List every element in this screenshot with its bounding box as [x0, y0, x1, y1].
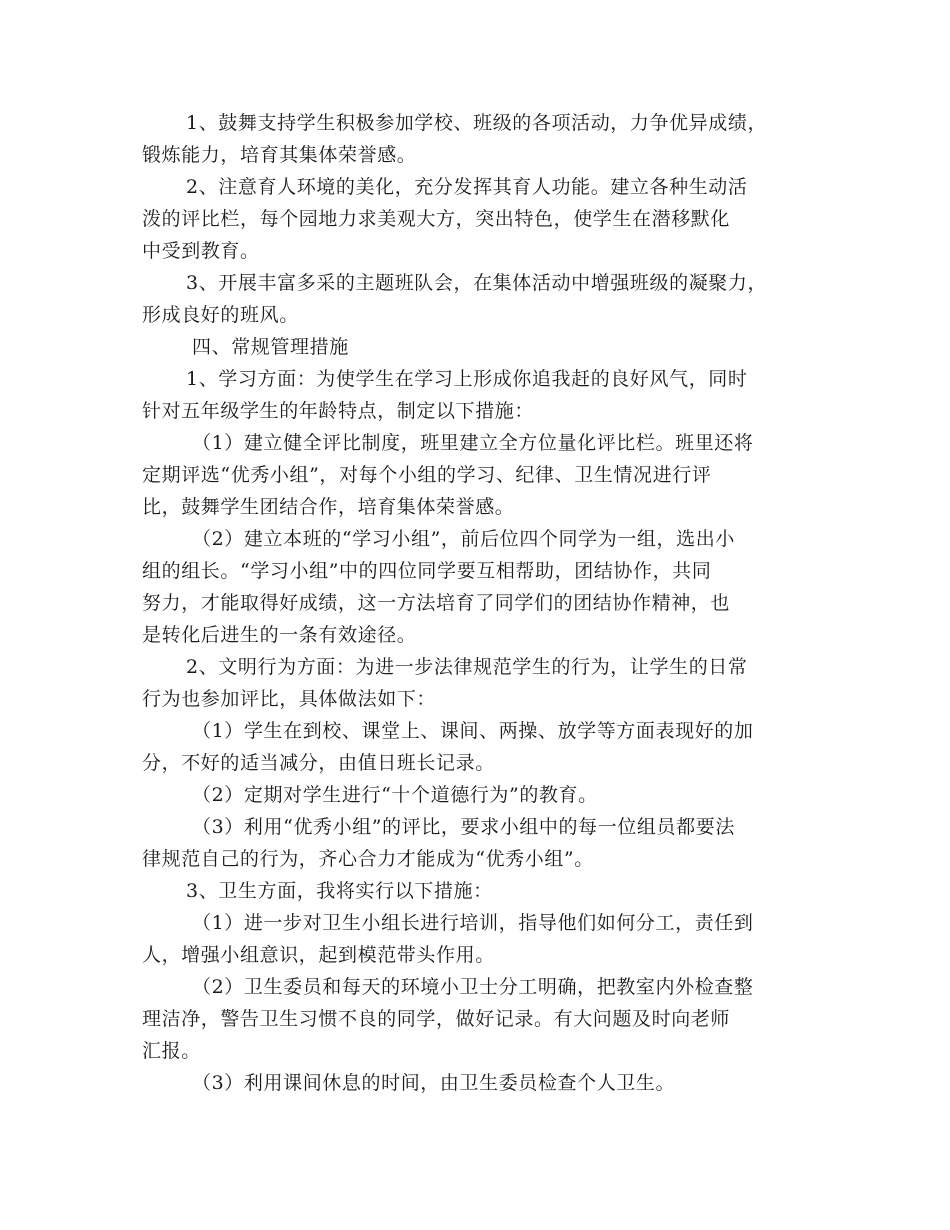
text-line: （2）定期对学生进行“十个道德行为”的教育。 [192, 784, 598, 806]
text-line: （2）卫生委员和每天的环境小卫士分工明确，把教室内外检查整 [192, 976, 754, 998]
text-line: 锻炼能力，培育其集体荣誉感。 [142, 144, 417, 166]
text-line: 2、注意育人环境的美化，充分发挥其育人功能。建立各种生动活 [186, 176, 748, 198]
paragraph [142, 875, 822, 907]
paragraph [142, 1067, 822, 1099]
paragraph [142, 427, 822, 523]
text-line: 中受到教育。 [142, 240, 260, 262]
text-line: 四、常规管理措施 [192, 336, 349, 358]
paragraph [142, 715, 822, 779]
text-line: 1、学习方面：为使学生在学习上形成你追我赶的良好风气，同时 [186, 368, 748, 390]
text-line: 律规范自己的行为，齐心合力才能成为“优秀小组”。 [142, 848, 594, 870]
text-line: （1）学生在到校、课堂上、课间、两操、放学等方面表现好的加 [192, 720, 754, 742]
text-line: 泼的评比栏，每个园地力求美观大方，突出特色，使学生在潜移默化 [142, 208, 731, 230]
text-line: （1）进一步对卫生小组长进行培训，指导他们如何分工，责任到 [192, 912, 754, 934]
text-line: 分，不好的适当减分，由值日班长记录。 [142, 752, 495, 774]
text-line: （3）利用课间休息的时间，由卫生委员检查个人卫生。 [192, 1072, 676, 1094]
paragraph [142, 651, 822, 715]
text-line: （1）建立健全评比制度，班里建立全方位量化评比栏。班里还将 [192, 432, 754, 454]
text-line: 努力，才能取得好成绩，这一方法培育了同学们的团结协作精神，也 [142, 592, 731, 614]
text-line: （3）利用“优秀小组”的评比，要求小组中的每一位组员都要法 [192, 816, 735, 838]
paragraph [142, 171, 822, 267]
text-line: 3、开展丰富多采的主题班队会，在集体活动中增强班级的凝聚力， [186, 272, 768, 294]
text-line: 汇报。 [142, 1040, 201, 1062]
text-line: 定期评选“优秀小组”，对每个小组的学习、纪律、卫生情况进行评 [142, 464, 712, 486]
paragraph [142, 107, 822, 171]
text-line: 3、卫生方面，我将实行以下措施： [186, 880, 493, 902]
text-line: 行为也参加评比，具体做法如下： [142, 688, 437, 710]
paragraph [142, 267, 822, 331]
text-line: （2）建立本班的“学习小组”，前后位四个同学为一组，选出小 [192, 528, 735, 550]
paragraph [142, 811, 822, 875]
paragraph [142, 779, 822, 811]
section-heading [142, 331, 822, 363]
paragraph [142, 907, 822, 971]
paragraph [142, 971, 822, 1067]
text-line: 人，增强小组意识，起到模范带头作用。 [142, 944, 495, 966]
text-line: 形成良好的班风。 [142, 304, 299, 326]
text-line: 针对五年级学生的年龄特点，制定以下措施： [142, 400, 535, 422]
text-line: 比，鼓舞学生团结合作，培育集体荣誉感。 [142, 496, 515, 518]
text-line: 组的组长。“学习小组”中的四位同学要互相帮助，团结协作，共同 [142, 560, 712, 582]
paragraph [142, 523, 822, 651]
paragraph [142, 363, 822, 427]
text-line: 理洁净，警告卫生习惯不良的同学，做好记录。有大问题及时向老师 [142, 1008, 731, 1030]
text-line: 是转化后进生的一条有效途径。 [142, 624, 417, 646]
text-line: 2、文明行为方面：为进一步法律规范学生的行为，让学生的日常 [186, 656, 748, 678]
document-body [142, 107, 822, 1099]
text-line: 1、鼓舞支持学生积极参加学校、班级的各项活动，力争优异成绩， [186, 112, 768, 134]
